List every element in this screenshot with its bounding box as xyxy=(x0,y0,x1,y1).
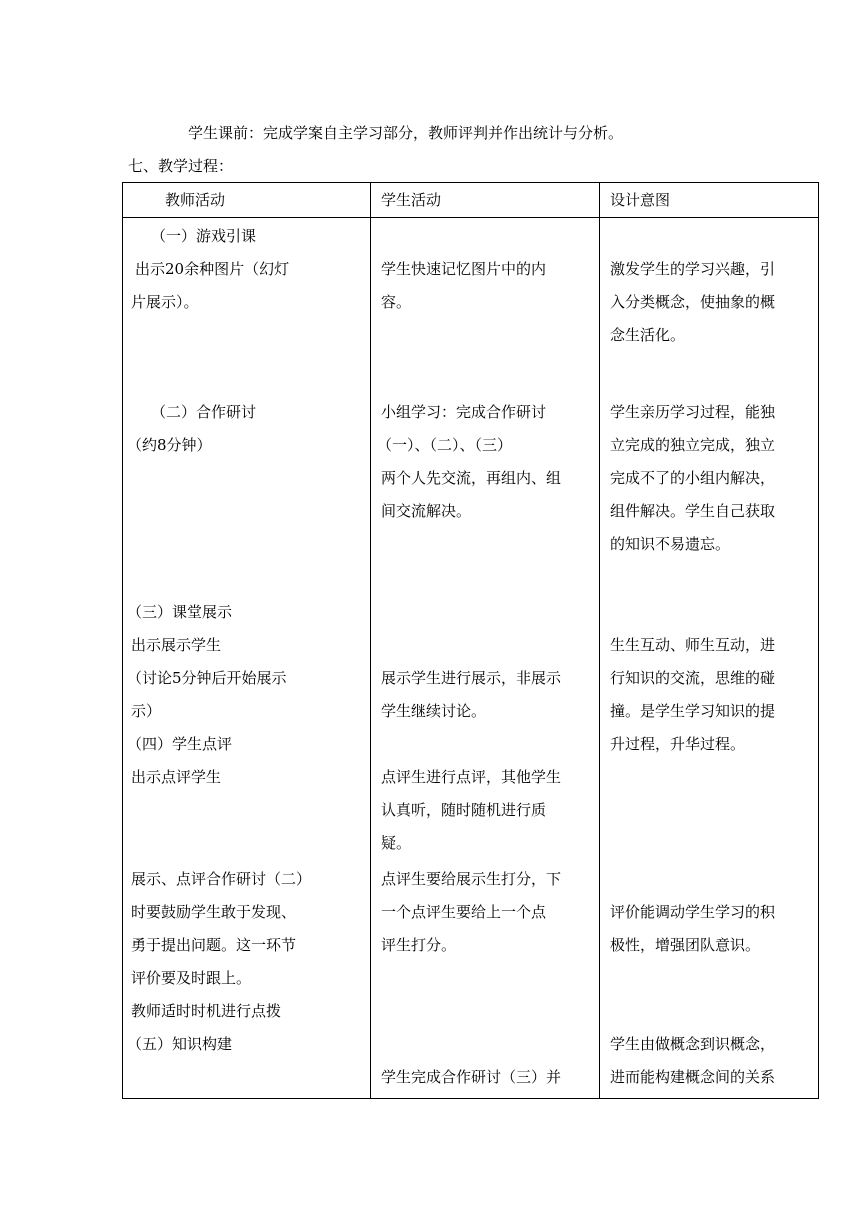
text-line: 点评生进行点评，其他学生 xyxy=(381,768,562,786)
text-line: 出示20余种图片（幻灯 xyxy=(135,260,290,278)
text-line: 撞。是学生学习知识的提 xyxy=(610,702,776,720)
text-line: 出示点评学生 xyxy=(131,768,222,786)
text-line: （五）知识构建 xyxy=(127,1035,233,1053)
text-line: 展示、点评合作研讨（二） xyxy=(131,870,312,888)
text-line: 小组学习：完成合作研讨 xyxy=(381,403,547,421)
text-line: 立完成的独立完成，独立 xyxy=(610,436,776,454)
text-line: 教师适时时机进行点拨 xyxy=(131,1002,282,1020)
text-line: 升过程，升华过程。 xyxy=(610,735,746,753)
table-header-row xyxy=(123,183,819,218)
text-line: 一个点评生要给上一个点 xyxy=(381,903,547,921)
text-line: 行知识的交流，思维的碰 xyxy=(610,669,776,687)
teaching-process-table xyxy=(122,182,819,1099)
text-line: 容。 xyxy=(381,293,412,311)
design-intent-cell xyxy=(600,218,819,1099)
text-line: 片展示）。 xyxy=(131,293,199,311)
text-line: 激发学生的学习兴趣，引 xyxy=(610,260,776,278)
intro-paragraph: 学生课前：完成学案自主学习部分，教师评判并作出统计与分析。 xyxy=(188,124,624,142)
text-line: 学生继续讨论。 xyxy=(381,702,487,720)
text-line: 完成不了的小组内解决， xyxy=(610,469,776,487)
text-line: 展示学生进行展示，非展示 xyxy=(381,669,562,687)
table-row xyxy=(123,218,819,1099)
text-line: 学生由做概念到识概念， xyxy=(610,1035,776,1053)
header-design-intent: 设计意图 xyxy=(600,183,819,218)
text-line: 示） xyxy=(131,702,162,720)
text-line: （三）课堂展示 xyxy=(127,603,233,621)
text-line: 生生互动、师生互动，进 xyxy=(610,636,776,654)
text-line: （二）合作研讨 xyxy=(151,403,257,421)
text-line: 疑。 xyxy=(381,834,412,852)
text-line: 两个人先交流，再组内、组 xyxy=(381,469,562,487)
header-student-activity: 学生活动 xyxy=(371,183,600,218)
text-line: （一）游戏引课 xyxy=(151,227,257,245)
header-teacher-activity: 教师活动 xyxy=(123,183,371,218)
text-line: 组件解决。学生自己获取 xyxy=(610,502,776,520)
text-line: 时要鼓励学生敢于发现、 xyxy=(131,903,297,921)
text-line: 学生快速记忆图片中的内 xyxy=(381,260,547,278)
text-line: 极性，增强团队意识。 xyxy=(610,936,761,954)
text-line: 评价要及时跟上。 xyxy=(131,969,252,987)
text-line: 勇于提出问题。这一环节 xyxy=(131,936,297,954)
text-line: 的知识不易遗忘。 xyxy=(610,535,731,553)
text-line: 间交流解决。 xyxy=(381,502,472,520)
text-line: （一）、（二）、（三） xyxy=(377,436,513,454)
text-line: 点评生要给展示生打分，下 xyxy=(381,870,562,888)
text-line: 评价能调动学生学习的积 xyxy=(610,903,776,921)
text-line: （约8分钟） xyxy=(127,436,212,454)
text-line: 入分类概念，使抽象的概 xyxy=(610,293,776,311)
text-line: 出示展示学生 xyxy=(131,636,222,654)
text-line: 认真听，随时随机进行质 xyxy=(381,801,547,819)
text-line: 念生活化。 xyxy=(610,326,686,344)
text-line: 学生亲历学习过程，能独 xyxy=(610,403,776,421)
text-line: 学生完成合作研讨（三）并 xyxy=(381,1068,562,1086)
section-title: 七、教学过程： xyxy=(128,157,234,175)
text-line: （四）学生点评 xyxy=(127,735,233,753)
text-line: 评生打分。 xyxy=(381,936,457,954)
text-line: 进而能构建概念间的关系 xyxy=(610,1068,776,1086)
text-line: （讨论5分钟后开始展示 xyxy=(127,669,287,687)
student-activity-cell xyxy=(371,218,600,1099)
teacher-activity-cell xyxy=(123,218,371,1099)
